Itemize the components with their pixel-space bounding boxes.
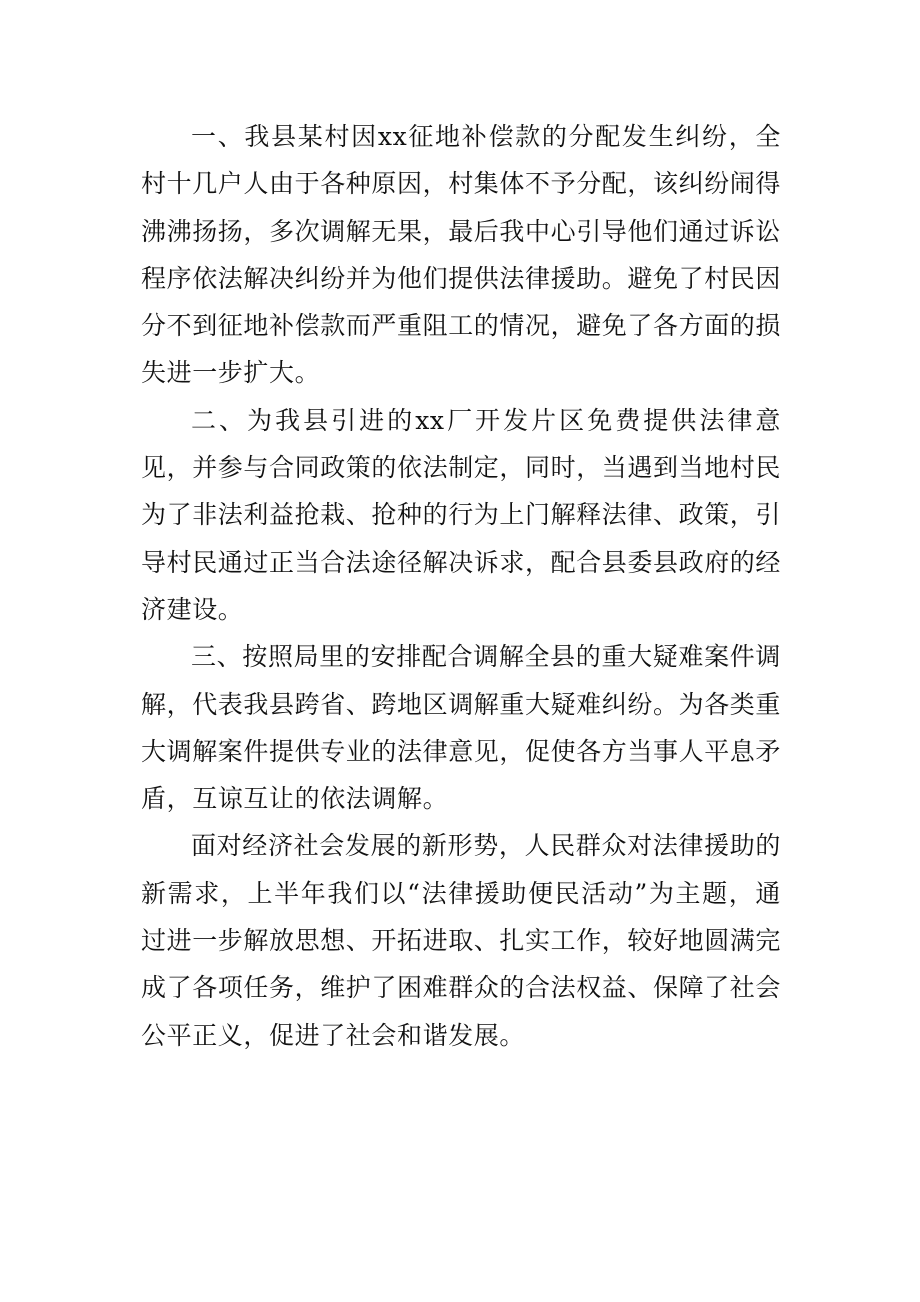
document-body (141, 113, 781, 1059)
paragraph-summary: 面对经济社会发展的新形势，人民群众对法律援助的新需求，上半年我们以“法律援助便民活动”为主题，通过进一步解放思想、开拓进取、扎实工作，较好地圆满完成了各项任务，维护了困难群众的合法权益、保障了社会公平正义，促进了社会和谐发展。 (141, 831, 782, 1050)
paragraph-development-zone: 二、为我县引进的xx厂开发片区免费提供法律意见，并参与合同政策的依法制定，同时，当遇到当地村民为了非法利益抢栽、抢种的行为上门解释法律、政策，引导村民通过正当合法途径解决诉求，配合县委县政府的经济建设。 (141, 405, 782, 624)
paragraph-mediation: 三、按照局里的安排配合调解全县的重大疑难案件调解，代表我县跨省、跨地区调解重大疑难纠纷。为各类重大调解案件提供专业的法律意见，促使各方当事人平息矛盾，互谅互让的依法调解。 (141, 642, 782, 814)
paragraph-land-compensation: 一、我县某村因xx征地补偿款的分配发生纠纷，全村十几户人由于各种原因，村集体不予分配，该纠纷闹得沸沸扬扬，多次调解无果，最后我中心引导他们通过诉讼程序依法解决纠纷并为他们提供法律援助。避免了村民因分不到征地补偿款而严重阻工的情况，避免了各方面的损失进一步扩大。 (141, 122, 782, 388)
